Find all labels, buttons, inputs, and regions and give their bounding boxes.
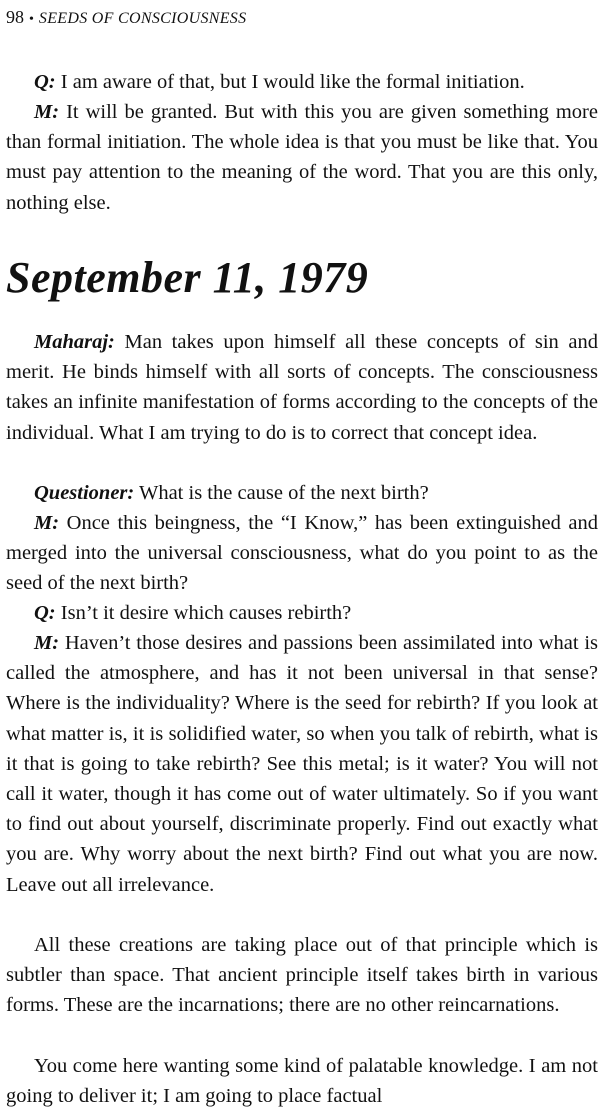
section-date-heading: September 11, 1979 bbox=[6, 253, 369, 302]
book-page bbox=[6, 0, 598, 1113]
paragraph-maharaj-concepts bbox=[6, 327, 598, 448]
paragraph-q-initiation bbox=[6, 67, 598, 97]
speaker-label: Q: bbox=[34, 602, 56, 624]
page-number: 98 bbox=[6, 7, 24, 27]
speaker-label: Maharaj: bbox=[34, 331, 115, 353]
paragraph-text: Isn’t it desire which causes rebirth? bbox=[55, 602, 352, 624]
speaker-label: Questioner: bbox=[34, 482, 135, 504]
paragraph-text: What is the cause of the next birth? bbox=[134, 482, 429, 504]
paragraph-text: Man takes upon himself all these concepts of sin and merit. He binds himself with all sorts of concepts. The consciousness takes an infinite manifestation of forms according to the concepts of the individual. What I am trying to do is to correct that concept idea. bbox=[6, 331, 598, 444]
bullet-separator: • bbox=[29, 12, 34, 27]
paragraph-q-desire bbox=[6, 598, 598, 628]
paragraph-text: All these creations are taking place out of that principle which is subtler than space. That ancient principle itself takes birth in various forms. These are the incarnations; there are no other reincarnations. bbox=[6, 934, 598, 1017]
running-head bbox=[6, 6, 246, 31]
paragraph-questioner-cause bbox=[6, 478, 598, 508]
paragraph-text: It will be granted. But with this you are given something more than formal initiation. The whole idea is that you must be like that. You must pay attention to the meaning of the word. That you are this only, nothing else. bbox=[6, 101, 598, 214]
speaker-label: M: bbox=[34, 632, 60, 654]
speaker-label: M: bbox=[34, 512, 60, 534]
paragraph-text: You come here wanting some kind of palatable knowledge. I am not going to deliver it; I am going to place factual bbox=[6, 1055, 598, 1108]
paragraph-m-beingness bbox=[6, 508, 598, 599]
speaker-label: Q: bbox=[34, 71, 56, 93]
speaker-label: M: bbox=[34, 101, 60, 123]
paragraph-text: Once this beingness, the “I Know,” has been extinguished and merged into the universal consciousness, what do you point to as the seed of the next birth? bbox=[6, 512, 598, 595]
paragraph-m-granted bbox=[6, 97, 598, 218]
paragraph-text: Haven’t those desires and passions been assimilated into what is called the atmosphere, and has it not been universal in that sense? Where is the individuality? Where is the seed for rebirth? If you look at what matter is, it is solidified water, so when you talk of rebirth, what is it that is going to take rebirth? See this metal; is it water? You will not call it water, though it has come out of water ultimately. So if you want to find out about yourself, discriminate properly. Find out exactly what you are. Why worry about the next birth? Find out what you are now. Leave out all irrelevance. bbox=[6, 632, 598, 896]
paragraph-text: I am aware of that, but I would like the formal initiation. bbox=[55, 71, 525, 93]
paragraph-creations bbox=[6, 930, 598, 1021]
paragraph-palatable-knowledge bbox=[6, 1051, 598, 1111]
paragraph-m-desires bbox=[6, 628, 598, 900]
book-title: SEEDS OF CONSCIOUSNESS bbox=[38, 10, 247, 27]
